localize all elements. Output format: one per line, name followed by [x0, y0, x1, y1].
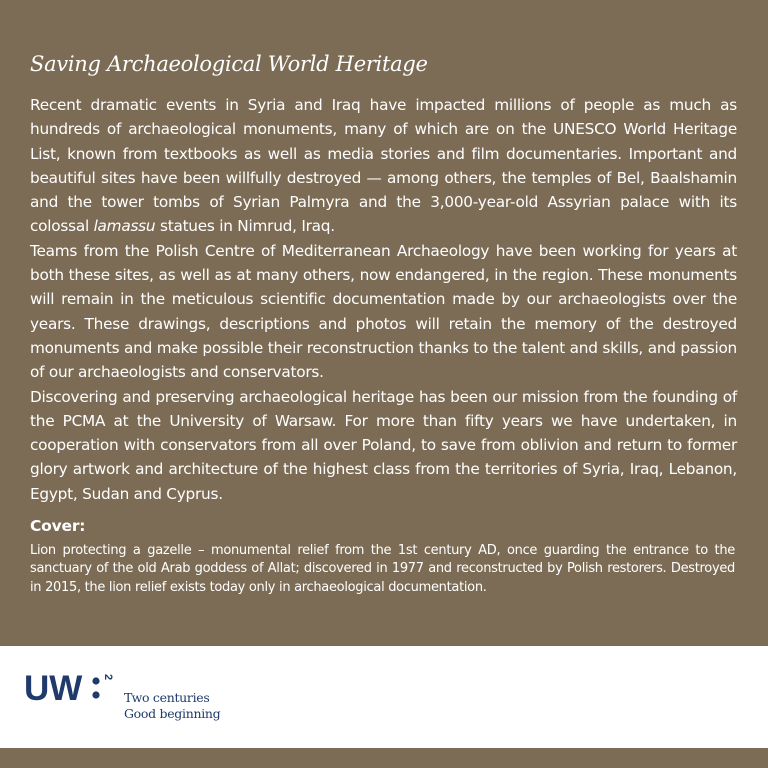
- uw-logo-icon: [24, 664, 124, 714]
- paragraph-1: [30, 93, 737, 239]
- cover-caption: Lion protecting a gazelle – monumental relief from the 1st century AD, once guarding the entrance to the sanctuary of the old Arab goddess of Allat; discovered in 1977 and reconstructed by Polish restorers. Destroyed in 2015, the lion relief exists today only in archaeological documentation.: [30, 543, 735, 595]
- bottom-band: [0, 748, 768, 768]
- logo-superscript: 2: [102, 674, 114, 681]
- tagline-line-1: Two centuries: [124, 690, 210, 705]
- page-title: Saving Archaeological World Heritage: [30, 52, 428, 76]
- cover-heading: Cover:: [30, 517, 86, 535]
- logo-dot-top: [92, 677, 99, 684]
- body-text: [30, 93, 737, 506]
- paragraph-1-text-after: statues in Nimrud, Iraq.: [155, 217, 335, 236]
- paragraph-2: Teams from the Polish Centre of Mediterranean Archaeology have been working for years at both these sites, as well as at many others, now endangered, in the region. These monuments will remain in the meticulous scientific documentation made by our archaeologists over the years. These drawings, descriptions and photos will retain the memory of the destroyed monuments and make possible their reconstruction thanks to the talent and skills, and passion of our archaeologists and conservators.: [30, 241, 737, 382]
- paragraph-1-text: Recent dramatic events in Syria and Iraq have impacted millions of people as much as hundreds of archaeological monuments, many of which are on the UNESCO World Heritage List, known from textbooks as well as media stories and film documentaries. Important and beautiful sites have been willfully destroyed — among others, the temples of Bel, Baalshamin and the tower tombs of Syrian Palmyra and the 3,000-year-old Assyrian palace with its colossal: [30, 96, 737, 236]
- logo-dot-bottom: [92, 691, 99, 698]
- logo-text: UW: [24, 669, 83, 708]
- tagline-line-2: Good beginning: [124, 706, 221, 721]
- paragraph-1-emphasis: lamassu: [93, 217, 156, 236]
- paragraph-3: Discovering and preserving archaeological heritage has been our mission from the founding of the PCMA at the University of Warsaw. For more than fifty years we have undertaken, in cooperation with conservators from all over Poland, to save from oblivion and return to former glory artwork and architecture of the highest class from the territories of Syria, Iraq, Lebanon, Egypt, Sudan and Cyprus.: [30, 387, 737, 503]
- tagline: [124, 690, 220, 722]
